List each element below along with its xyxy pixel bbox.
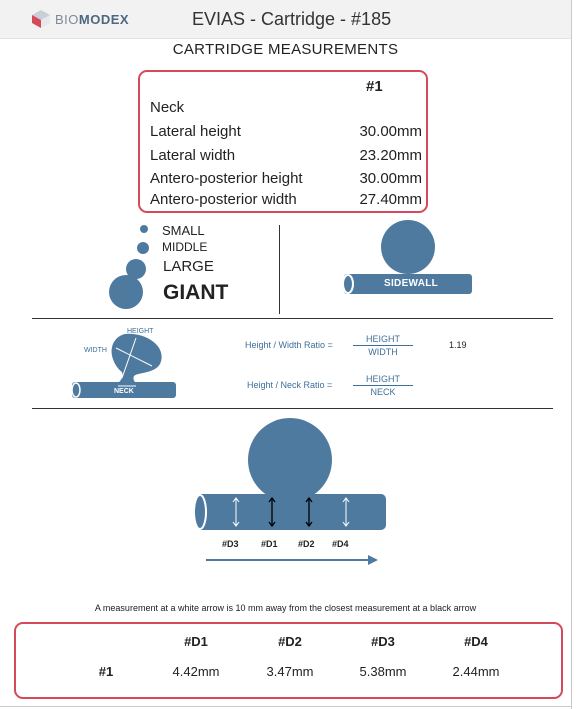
fraction-numerator: HEIGHT [365,334,400,344]
brand-suffix: MODEX [78,11,130,27]
measurement-label: Antero-posterior height [150,170,303,187]
flow-arrow-icon [368,555,378,565]
height-neck-ratio-label: Height / Neck Ratio = [247,380,333,390]
measurement-label: Neck [150,99,185,116]
measurement-label: Lateral height [150,123,241,140]
height-neck-fraction [353,374,413,397]
size-label-giant: GIANT [163,281,229,304]
fraction-numerator: HEIGHT [365,374,400,384]
middle-circle-icon [137,242,149,254]
table-header-d3: #D3 [371,634,395,649]
table-cell-d1: 4.42mm [172,664,220,679]
page-title: EVIAS - Cartridge - #185 [192,9,392,29]
measurement-value: 27.40mm [359,191,422,208]
measurement-label: Lateral width [150,147,236,164]
diameter-label-d4: #D4 [332,539,349,549]
width-label: WIDTH [84,347,107,354]
table-cell-d3: 5.38mm [359,664,407,679]
table-cell-d2: 3.47mm [266,664,314,679]
measurement-value: 23.20mm [359,147,422,164]
measurement-value: 30.00mm [359,170,422,187]
table-cell-d4: 2.44mm [452,664,500,679]
size-label-large: LARGE [163,258,214,275]
height-width-ratio-label: Height / Width Ratio = [245,340,333,350]
small-circle-icon [140,225,148,233]
measurement-label: Antero-posterior width [150,191,297,208]
height-width-fraction [353,334,413,357]
measurement-note: A measurement at a white arrow is 10 mm away from the closest measurement at a black arrow [94,603,477,613]
table-header-d1: #D1 [184,634,208,649]
vertical-divider [279,225,280,314]
table-header-d4: #D4 [464,634,488,649]
size-label-small: SMALL [162,223,205,238]
diameter-label-d3: #D3 [222,539,239,549]
section-title: CARTRIDGE MEASUREMENTS [172,41,399,58]
height-label: HEIGHT [127,328,154,335]
horizontal-divider [32,318,553,319]
table-row-label: #1 [98,664,114,679]
biomodex-cube-icon [30,9,52,29]
neck-label: NECK [114,388,134,395]
giant-circle-icon [109,275,143,309]
size-label-middle: MIDDLE [162,240,208,254]
report-header [0,0,571,39]
brand-prefix: BIO [55,11,79,27]
page-border-bottom [0,706,572,707]
table-header-d2: #D2 [278,634,302,649]
fraction-denominator: WIDTH [368,347,398,357]
size-circles-graphic [105,222,165,314]
diameter-measurements-table [14,622,563,699]
cartridge-measurements-box [138,70,428,213]
sidewall-label: SIDEWALL [384,278,439,289]
page-border-right [571,0,572,709]
measurement-column-header: #1 [366,78,383,95]
biomodex-logo [30,9,129,29]
measurement-value: 30.00mm [359,123,422,140]
vessel-diameter-graphic [190,418,390,568]
diameter-label-d1: #D1 [261,539,278,549]
horizontal-divider [32,408,553,409]
diameter-label-d2: #D2 [298,539,315,549]
fraction-denominator: NECK [370,387,396,397]
height-width-ratio-value: 1.19 [449,340,467,350]
